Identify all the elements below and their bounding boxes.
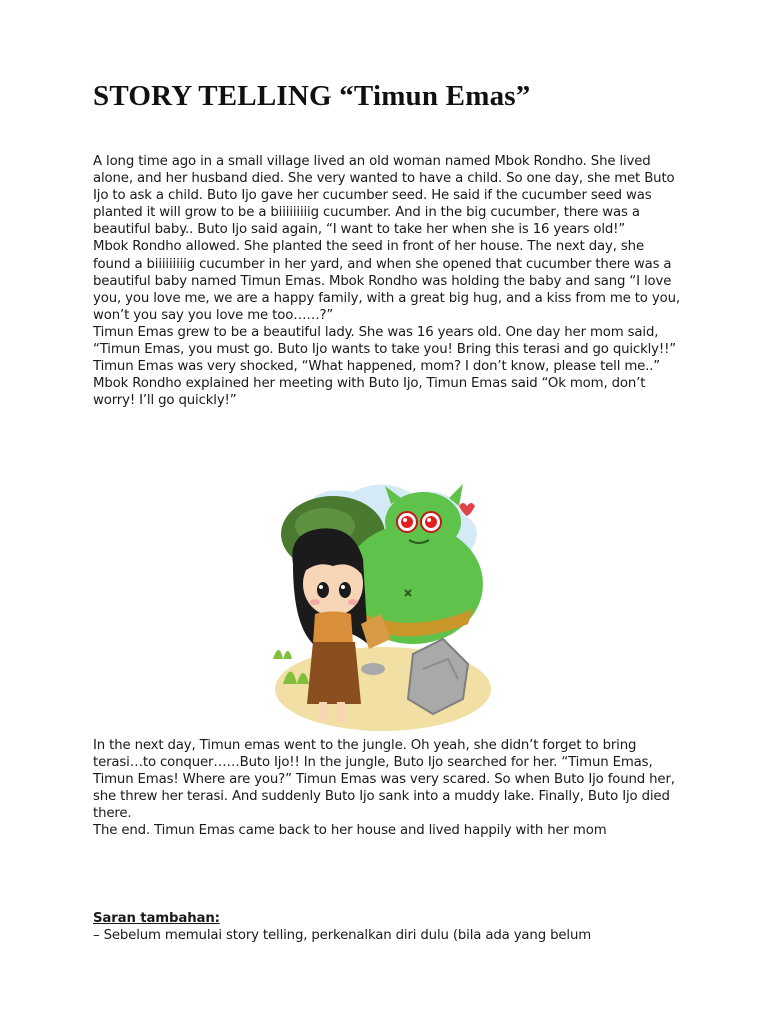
story-body: [93, 153, 683, 409]
timun-emas-ogre-illustration: [273, 474, 493, 734]
saran-section: [93, 910, 683, 944]
story-title: STORY TELLING “Timun Emas”: [93, 80, 531, 112]
paragraph: The end. Timun Emas came back to her house and lived happily with her mom: [93, 823, 607, 839]
girl-skirt: [307, 642, 361, 704]
paragraph: Timun Emas was very shocked, “What happened, mom? I don’t know, please tell me..”: [93, 359, 661, 375]
paragraph: In the next day, Timun emas went to the jungle. Oh yeah, she didn’t forget to bring terasi…to conquer……Buto Ijo!! In the jungle, Buto Ijo searched for her. “Timun Emas, Timun Emas! Where are you?” Timun Emas was very scared. So when Buto Ijo found her, she threw her terasi. And suddenly Buto Ijo sank into a muddy lake. Finally, Buto Ijo died there.: [93, 738, 675, 822]
paragraph: Timun Emas grew to be a beautiful lady. She was 16 years old. One day her mom said, “Timun Emas, you must go. Buto Ijo wants to take you! Bring this terasi and go quickly!!”: [93, 324, 677, 358]
girl-top: [313, 612, 353, 645]
paragraph: Mbok Rondho explained her meeting with Buto Ijo, Timun Emas said “Ok mom, don’t worry! I’ll go quickly!”: [93, 376, 646, 409]
paragraph: Mbok Rondho allowed. She planted the seed in front of her house. The next day, she found a biiiiiiiiig cucumber in her yard, and when she opened that cucumber there was a beautiful baby named Timun Emas. Mbok Rondho was holding the baby and sang “I love you, you love me, we are a happy family, with a great big hug, and a kiss from me to you, won’t you say you love me too……?”: [93, 239, 680, 323]
paragraph: A long time ago in a small village lived an old woman named Mbok Rondho. She lived alone, and her husband died. She very wanted to have a child. So one day, she met Buto Ijo to ask a child. Buto Ijo gave her cucumber seed. He said if the cucumber seed was planted it will grow to be a biiiiiiiiig cucumber. And in the big cucumber, there was a beautiful baby.. Buto Ijo said again, “I want to take her when she is 16 years old!”: [93, 154, 675, 238]
story-body-continued: [93, 737, 683, 840]
saran-heading: Saran tambahan:: [93, 911, 220, 926]
saran-item: – Sebelum memulai story telling, perkenalkan diri dulu (bila ada yang belum: [93, 928, 592, 944]
story-illustration: [273, 474, 493, 734]
